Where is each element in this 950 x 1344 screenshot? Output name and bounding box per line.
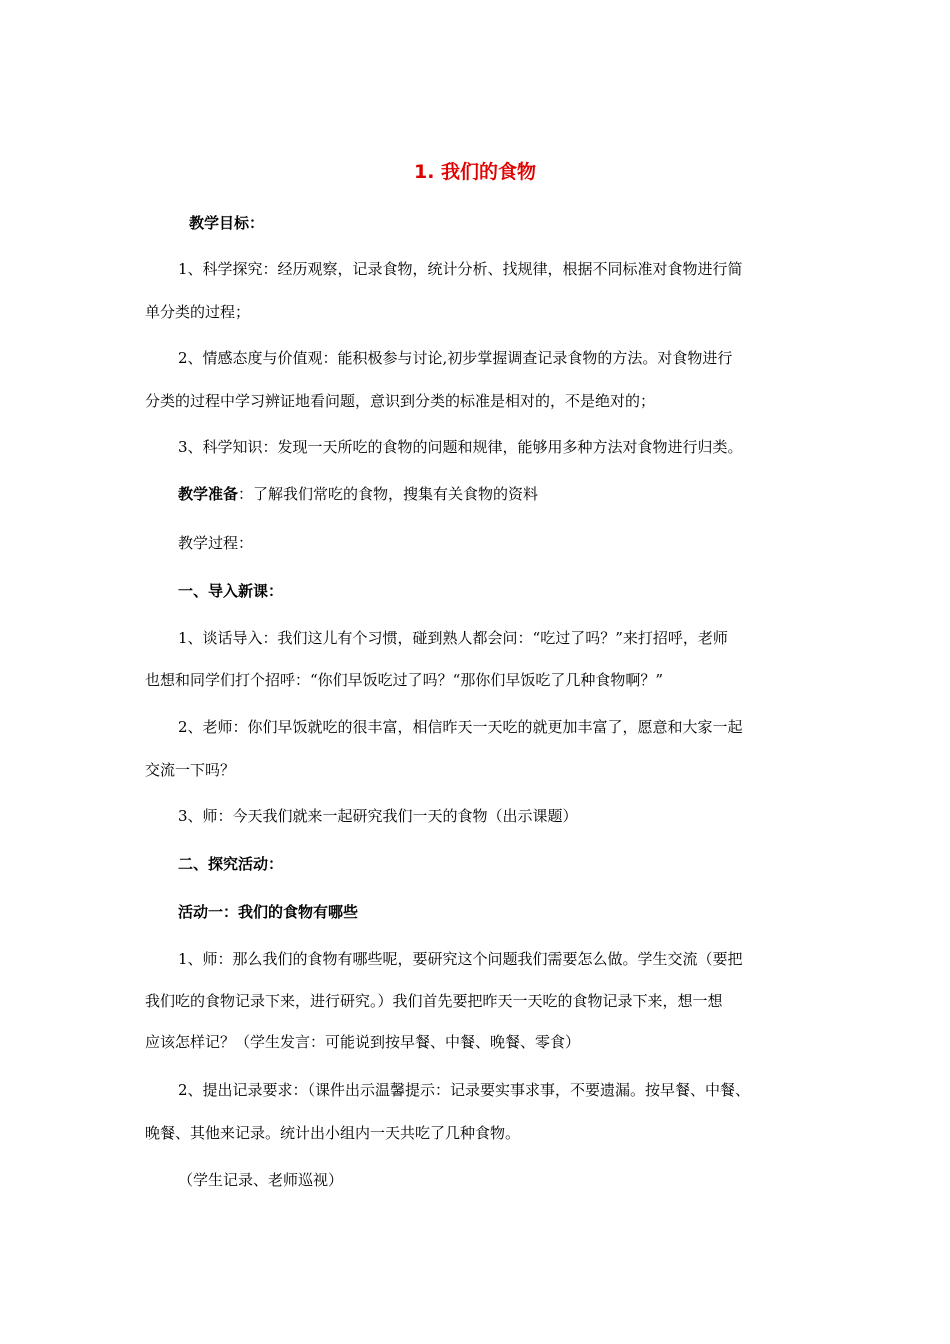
- preparation-text: ：了解我们常吃的食物，搜集有关食物的资料: [238, 485, 539, 503]
- objective-1-line-1: 1、科学探究：经历观察，记录食物，统计分析、找规律，根据不同标准对食物进行简: [178, 260, 743, 278]
- activity-1-para-2-line-1: 2、提出记录要求：（课件出示温馨提示：记录要实事求事，不要遗漏。按早餐、中餐、: [178, 1081, 751, 1099]
- objectives-heading: 教学目标：: [189, 214, 265, 232]
- activity-1-para-1-line-1: 1、师：那么我们的食物有哪些呢，要研究这个问题我们需要怎么做。学生交流（要把: [178, 950, 743, 968]
- section-1-para-3: 3、师：今天我们就来一起研究我们一天的食物（出示课题）: [178, 807, 578, 825]
- activity-1-para-1-line-3: 应该怎样记？（学生发言：可能说到按早餐、中餐、晚餐、零食）: [145, 1033, 581, 1051]
- activity-1-note: （学生记录、老师巡视）: [178, 1171, 344, 1189]
- page-title: 1. 我们的食物: [413, 161, 537, 183]
- section-1-para-1-line-2: 也想和同学们打个招呼：“你们早饭吃过了吗？“那你们早饭吃了几种食物啊？”: [145, 671, 664, 689]
- section-1-heading: 一、导入新课：: [178, 582, 284, 600]
- activity-1-heading: 活动一：我们的食物有哪些: [178, 903, 359, 921]
- process-heading: 教学过程：: [178, 534, 254, 552]
- objective-2-line-1: 2、情感态度与价值观：能积极参与讨论,初步掌握调查记录食物的方法。对食物进行: [178, 349, 733, 367]
- section-2-heading: 二、探究活动：: [178, 855, 284, 873]
- activity-1-para-2-line-2: 晚餐、其他来记录。统计出小组内一天共吃了几种食物。: [145, 1124, 521, 1142]
- objective-3: 3、科学知识：发现一天所吃的食物的问题和规律，能够用多种方法对食物进行归类。: [178, 438, 743, 456]
- section-1-para-2-line-1: 2、老师：你们早饭就吃的很丰富，相信昨天一天吃的就更加丰富了，愿意和大家一起: [178, 718, 743, 736]
- section-1-para-2-line-2: 交流一下吗？: [145, 761, 236, 779]
- preparation: [178, 483, 538, 505]
- section-1-para-1-line-1: 1、谈话导入：我们这儿有个习惯，碰到熟人都会问：“吃过了吗？”来打招呼，老师: [178, 629, 728, 647]
- objective-2-line-2: 分类的过程中学习辨证地看问题，意识到分类的标准是相对的，不是绝对的；: [145, 392, 656, 410]
- objective-1-line-2: 单分类的过程；: [145, 303, 251, 321]
- preparation-label: 教学准备: [178, 485, 239, 503]
- activity-1-para-1-line-2: 我们吃的食物记录下来，进行研究。）我们首先要把昨天一天吃的食物记录下来，想一想: [145, 992, 723, 1010]
